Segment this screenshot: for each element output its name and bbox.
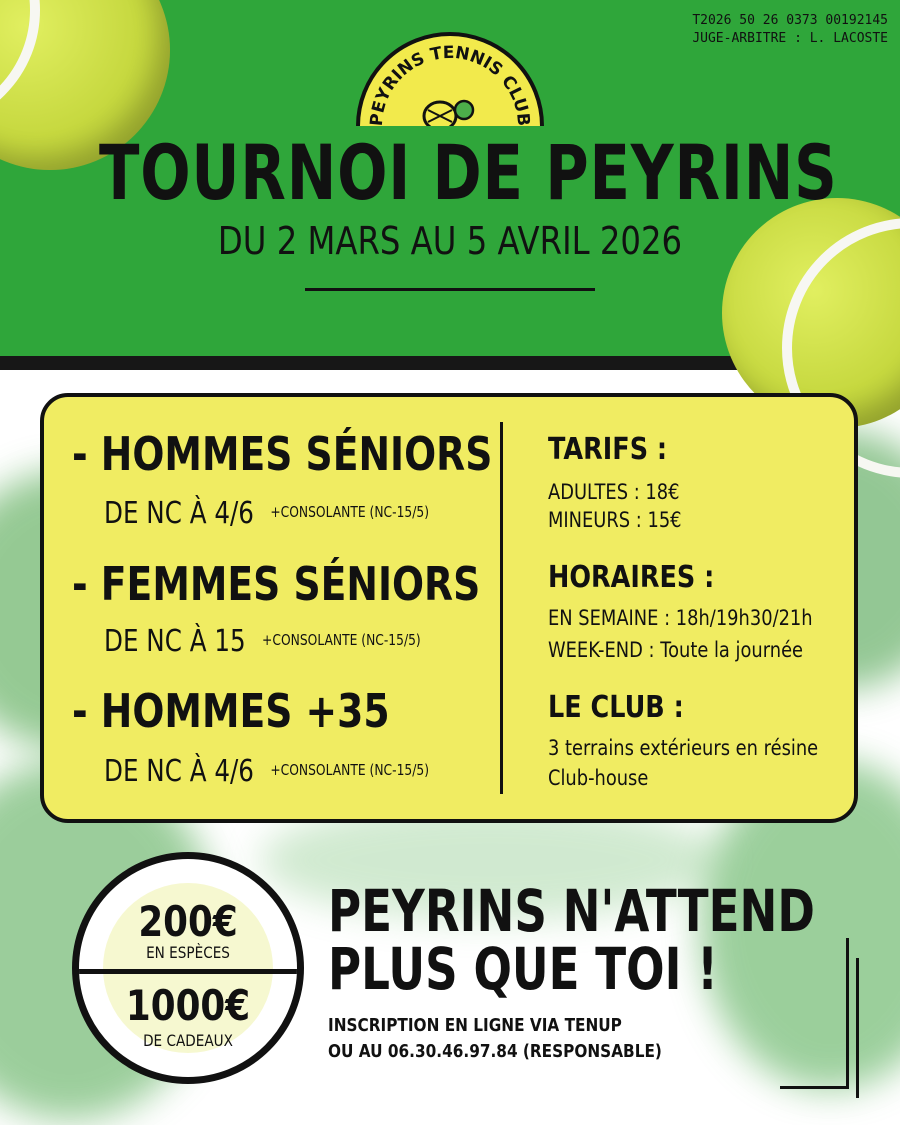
corner-line: [780, 1086, 849, 1089]
logo-text: PEYRINS TENNIS CLUB: [366, 42, 534, 126]
badge-divider: [79, 969, 297, 974]
tennis-ball-seam: [0, 0, 40, 130]
category-name: - FEMMES SÉNIORS: [72, 557, 481, 611]
tarifs-heading: TARIFS :: [548, 432, 668, 467]
category-name: - HOMMES SÉNIORS: [72, 427, 493, 481]
signup-info: INSCRIPTION EN LIGNE VIA TENUP: [328, 1015, 622, 1036]
club-line: Club-house: [548, 766, 649, 790]
category-name: - HOMMES +35: [72, 684, 390, 738]
cash-prize-amount: 200€: [138, 897, 238, 946]
gift-prize-label: DE CADEAUX: [143, 1031, 233, 1050]
category-level: DE NC À 15 $^{+CONSOLANTE (NC-15/5)}$: [104, 624, 421, 659]
card-divider: [500, 422, 503, 794]
prize-badge: [72, 852, 304, 1084]
racket-icon: [424, 102, 456, 126]
category-level: DE NC À 4/6 $^{+CONSOLANTE (NC-15/5)}$: [104, 496, 430, 531]
reference-code: T2026 50 26 0373 00192145: [692, 13, 888, 28]
slogan-line: PLUS QUE TOI !: [328, 935, 718, 1003]
gift-prize-amount: 1000€: [125, 981, 251, 1030]
logo-graphic: [360, 36, 540, 126]
tarif-line: MINEURS : 15€: [548, 508, 682, 532]
horaire-line: EN SEMAINE : 18h/19h30/21h: [548, 606, 813, 630]
signup-phone: OU AU 06.30.46.97.84 (RESPONSABLE): [328, 1041, 662, 1062]
category-note: +CONSOLANTE (NC-15/5): [270, 761, 430, 779]
slogan: [328, 877, 815, 1003]
club-line: 3 terrains extérieurs en résine: [548, 736, 819, 760]
category-note: +CONSOLANTE (NC-15/5): [270, 503, 430, 521]
horaires-heading: HORAIRES :: [548, 560, 715, 595]
club-heading: LE CLUB :: [548, 690, 684, 725]
svg-text:PEYRINS TENNIS CLUB: [367, 43, 533, 126]
club-logo: [356, 32, 544, 126]
slogan-line: PEYRINS N'ATTEND: [328, 877, 815, 945]
corner-line: [856, 958, 859, 1098]
category-level: DE NC À 4/6 $^{+CONSOLANTE (NC-15/5)}$: [104, 754, 430, 789]
title-divider: [305, 288, 595, 291]
referee-name: JUGE-ARBITRE : L. LACOSTE: [692, 31, 888, 46]
tarif-line: ADULTES : 18€: [548, 480, 680, 504]
tournament-reference: [692, 12, 888, 48]
page-title: TOURNOI DE PEYRINS: [99, 128, 838, 217]
category-note: +CONSOLANTE (NC-15/5): [262, 631, 421, 649]
horaire-line: WEEK-END : Toute la journée: [548, 638, 804, 662]
cash-prize-label: EN ESPÈCES: [146, 943, 230, 962]
corner-line: [846, 938, 849, 1088]
ball-icon: [455, 101, 473, 119]
tournament-dates: DU 2 MARS AU 5 AVRIL 2026: [217, 219, 683, 263]
